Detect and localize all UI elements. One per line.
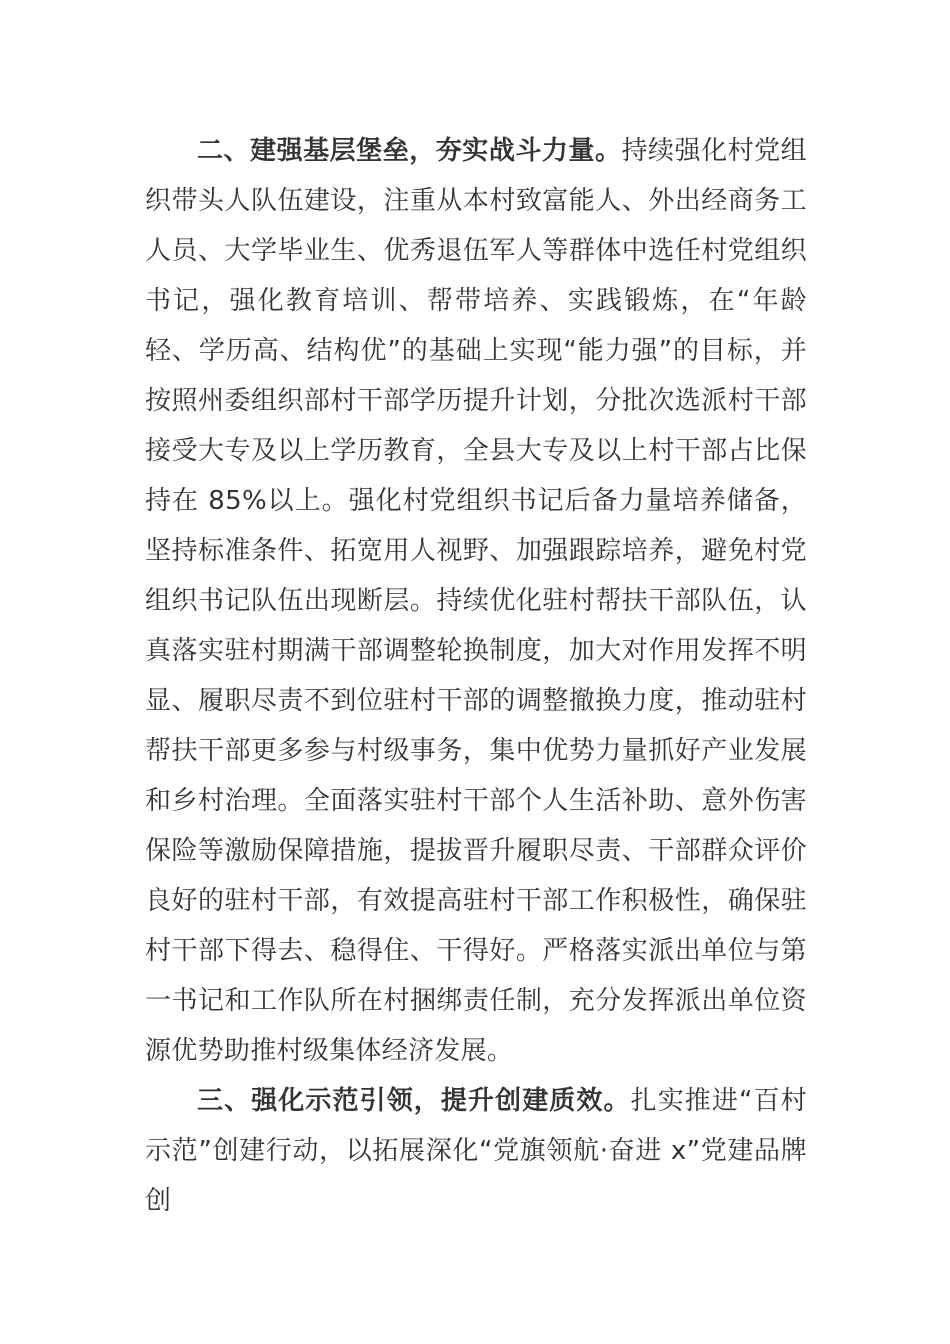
paragraph-section-2	[145, 126, 807, 1076]
section-heading-2: 二、建强基层堡垒，夯实战斗力量。	[197, 136, 622, 166]
section-body-3: 扎实推进“百村示范”创建行动，以拓展深化“党旗领航·奋进 x”党建品牌创	[145, 1086, 807, 1216]
section-heading-3: 三、强化示范引领，提升创建质效。	[197, 1086, 631, 1116]
paragraph-section-3	[145, 1076, 807, 1226]
document-body	[145, 126, 807, 1226]
section-body-2: 持续强化村党组织带头人队伍建设，注重从本村致富能人、外出经商务工人员、大学毕业生、优秀退伍军人等群体中选任村党组织书记，强化教育培训、帮带培养、实践锻炼，在“年龄轻、学历高、结构优”的基础上实现“能力强”的目标，并按照州委组织部村干部学历提升计划，分批次选派村干部接受大专及以上学历教育，全县大专及以上村干部占比保持在 85%以上。强化村党组织书记后备力量培养储备，坚持标准条件、拓宽用人视野、加强跟踪培养，避免村党组织书记队伍出现断层。持续优化驻村帮扶干部队伍，认真落实驻村期满干部调整轮换制度，加大对作用发挥不明显、履职尽责不到位驻村干部的调整撤换力度，推动驻村帮扶干部更多参与村级事务，集中优势力量抓好产业发展和乡村治理。全面落实驻村干部个人生活补助、意外伤害保险等激励保障措施，提拔晋升履职尽责、干部群众评价良好的驻村干部，有效提高驻村干部工作积极性，确保驻村干部下得去、稳得住、干得好。严格落实派出单位与第一书记和工作队所在村捆绑责任制，充分发挥派出单位资源优势助推村级集体经济发展。	[145, 136, 807, 1066]
